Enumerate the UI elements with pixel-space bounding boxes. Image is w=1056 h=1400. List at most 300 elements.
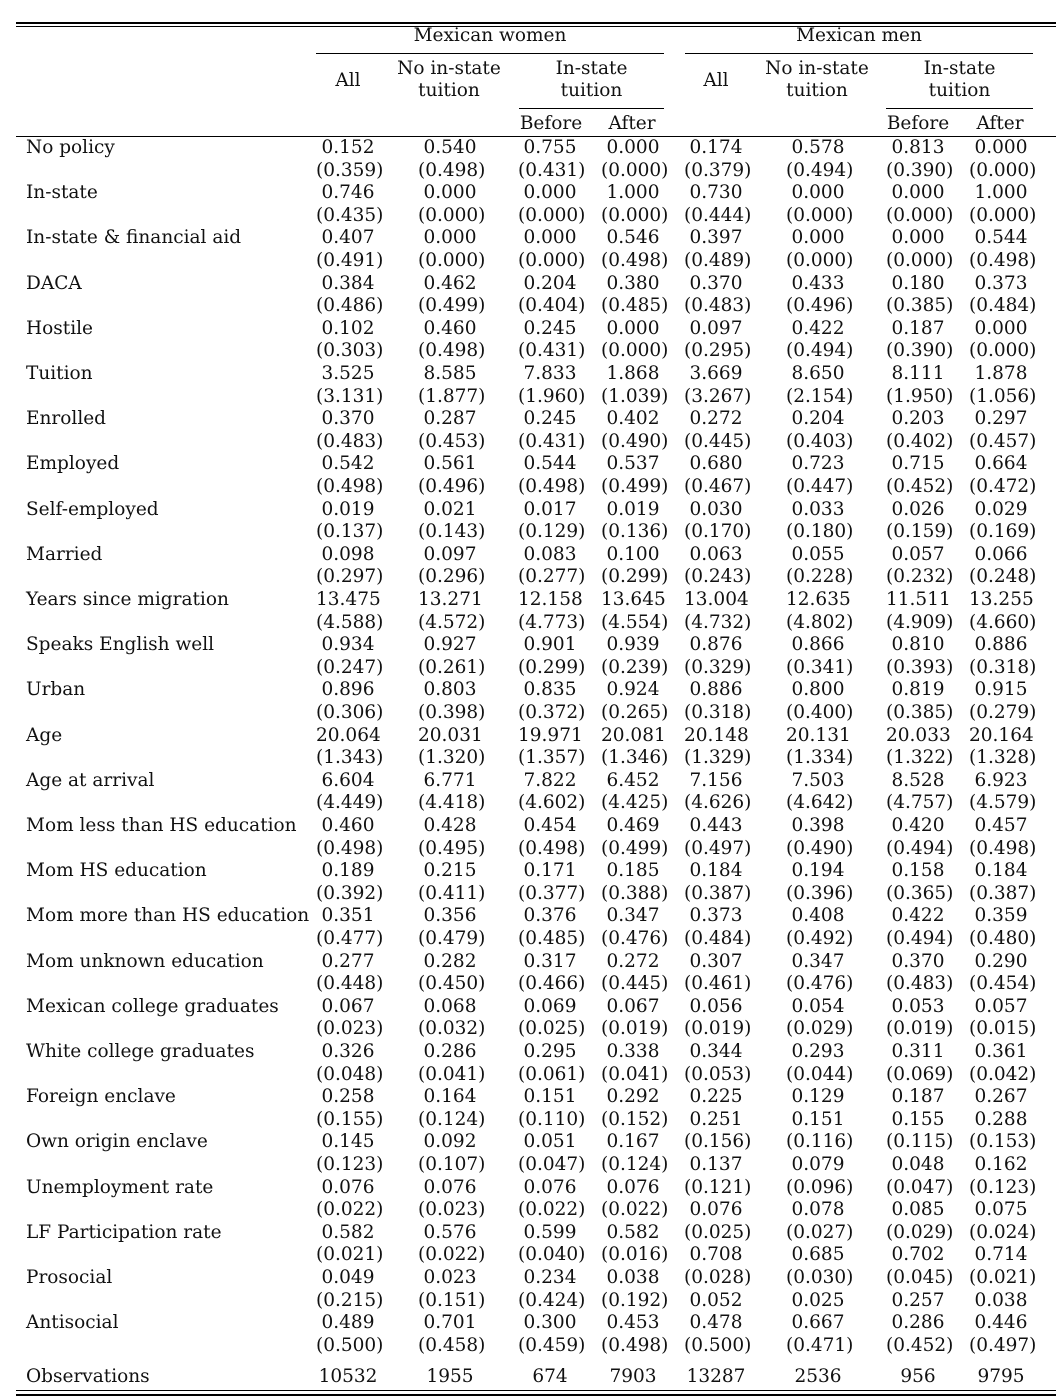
- women-cell: (0.239): [601, 657, 669, 678]
- women-cell: (0.021): [316, 1244, 384, 1265]
- women-cell: (0.151): [418, 1290, 486, 1311]
- women-cell: 0.272: [606, 951, 660, 972]
- women-cell: (4.572): [418, 612, 486, 633]
- men-cell: 0.033: [791, 499, 845, 520]
- men-cell: (2.154): [786, 386, 854, 407]
- women-cell: 0.102: [321, 318, 375, 339]
- women-cell: 0.234: [523, 1267, 577, 1288]
- men-cell: (0.029): [786, 1018, 854, 1039]
- women-cell: 0.462: [423, 273, 477, 294]
- women-cell: (0.192): [601, 1290, 669, 1311]
- men-cell: 8.650: [791, 363, 845, 384]
- women-cell: (0.498): [601, 250, 669, 271]
- men-cell: (1.322): [886, 747, 954, 768]
- men-cell: (0.000): [786, 250, 854, 271]
- women-cell: 0.038: [606, 1267, 660, 1288]
- women-cell: 0.835: [523, 679, 577, 700]
- men-cell: (0.497): [969, 1335, 1037, 1356]
- men-cell: 0.800: [791, 679, 845, 700]
- men-cell: (0.494): [786, 340, 854, 361]
- row-label: Tuition: [26, 363, 93, 384]
- men-cell: (0.042): [969, 1064, 1037, 1085]
- women-cell: (0.040): [518, 1244, 586, 1265]
- men-cell: (0.180): [786, 521, 854, 542]
- women-cell: 0.023: [423, 1267, 477, 1288]
- men-cell: (4.579): [969, 792, 1037, 813]
- men-cell: (0.494): [886, 838, 954, 859]
- women-cell: 19.971: [518, 725, 583, 746]
- men-cell: (0.490): [786, 838, 854, 859]
- men-cell: 0.715: [891, 453, 945, 474]
- men-cell: 0.000: [891, 182, 945, 203]
- women-cell: (0.458): [418, 1335, 486, 1356]
- women-cell: (4.602): [518, 792, 586, 813]
- women-cell: (0.495): [418, 838, 486, 859]
- men-cell: (0.484): [684, 928, 752, 949]
- men-cell: 0.203: [891, 408, 945, 429]
- group-header-men: Mexican men: [796, 25, 922, 46]
- women-instate-rule: [519, 108, 664, 109]
- row-label: LF Participation rate: [26, 1222, 222, 1243]
- obs-men-before: 956: [900, 1366, 936, 1387]
- men-cell: (0.170): [684, 521, 752, 542]
- men-cell: 0.097: [689, 318, 743, 339]
- men-cell: 0.422: [891, 905, 945, 926]
- col-header-men-instate-2: tuition: [928, 80, 991, 101]
- obs-men-all: 13287: [686, 1366, 746, 1387]
- women-cell: 8.585: [423, 363, 477, 384]
- col-header-women-all: All: [335, 70, 361, 91]
- men-cell: 0.422: [791, 318, 845, 339]
- men-cell: 0.359: [974, 905, 1028, 926]
- men-cell: (0.387): [969, 883, 1037, 904]
- women-cell: (0.498): [601, 1335, 669, 1356]
- women-cell: 0.051: [523, 1131, 577, 1152]
- women-cell: (0.022): [316, 1199, 384, 1220]
- men-cell: (0.027): [786, 1222, 854, 1243]
- men-cell: 0.257: [891, 1290, 945, 1311]
- women-cell: 0.326: [321, 1041, 375, 1062]
- women-cell: 0.380: [606, 273, 660, 294]
- women-cell: (0.023): [418, 1199, 486, 1220]
- men-cell: (0.025): [684, 1222, 752, 1243]
- col-header-women-before: Before: [519, 113, 583, 134]
- women-cell: 0.803: [423, 679, 477, 700]
- obs-men-after: 9795: [977, 1366, 1025, 1387]
- women-cell: 0.407: [321, 227, 375, 248]
- men-cell: (0.053): [684, 1064, 752, 1085]
- row-label: White college graduates: [26, 1041, 255, 1062]
- men-cell: 0.056: [689, 996, 743, 1017]
- men-cell: 0.685: [791, 1244, 845, 1265]
- men-cell: 0.886: [974, 634, 1028, 655]
- men-cell: 0.297: [974, 408, 1028, 429]
- women-cell: 0.100: [606, 544, 660, 565]
- women-cell: 0.402: [606, 408, 660, 429]
- col-header-men-instate-1: In-state: [923, 58, 996, 79]
- men-cell: (0.385): [886, 295, 954, 316]
- group-header-women: Mexican women: [413, 25, 567, 46]
- row-label: No policy: [26, 137, 115, 158]
- men-cell: 20.164: [969, 725, 1034, 746]
- men-cell: (0.019): [684, 1018, 752, 1039]
- women-cell: 0.151: [523, 1086, 577, 1107]
- women-cell: (0.404): [518, 295, 586, 316]
- men-cell: (4.732): [684, 612, 752, 633]
- men-cell: 0.361: [974, 1041, 1028, 1062]
- women-cell: (0.124): [418, 1109, 486, 1130]
- women-cell: 1.000: [606, 182, 660, 203]
- men-cell: 0.866: [791, 634, 845, 655]
- men-cell: 0.420: [891, 815, 945, 836]
- observations-label: Observations: [26, 1366, 150, 1387]
- men-cell: (0.341): [786, 657, 854, 678]
- women-cell: 0.282: [423, 951, 477, 972]
- women-cell: (0.500): [316, 1335, 384, 1356]
- men-cell: (1.329): [684, 747, 752, 768]
- men-cell: (0.385): [886, 702, 954, 723]
- row-label: Mom HS education: [26, 860, 207, 881]
- women-cell: (0.483): [316, 431, 384, 452]
- col-header-men-noinstate-2: tuition: [786, 80, 848, 101]
- row-label: Speaks English well: [26, 634, 215, 655]
- men-cell: (4.757): [886, 792, 954, 813]
- men-cell: 0.048: [891, 1154, 945, 1175]
- men-cell: 0.714: [974, 1244, 1028, 1265]
- women-cell: 1.868: [606, 363, 660, 384]
- men-cell: 20.148: [684, 725, 749, 746]
- women-cell: (0.023): [316, 1018, 384, 1039]
- men-cell: (0.318): [969, 657, 1037, 678]
- women-cell: 0.076: [523, 1177, 577, 1198]
- men-cell: 0.187: [891, 1086, 945, 1107]
- women-cell: 12.158: [518, 589, 583, 610]
- men-cell: (0.318): [684, 702, 752, 723]
- women-cell: (0.299): [518, 657, 586, 678]
- women-cell: 0.546: [606, 227, 660, 248]
- women-cell: 0.460: [321, 815, 375, 836]
- women-cell: (0.025): [518, 1018, 586, 1039]
- men-cell: 0.373: [974, 273, 1028, 294]
- women-cell: 0.092: [423, 1131, 477, 1152]
- men-cell: 0.664: [974, 453, 1028, 474]
- men-cell: 0.347: [791, 951, 845, 972]
- row-label: Self-employed: [26, 499, 159, 520]
- men-cell: 0.251: [689, 1109, 743, 1130]
- women-cell: (0.265): [601, 702, 669, 723]
- women-cell: (1.039): [601, 386, 669, 407]
- men-cell: 0.029: [974, 499, 1028, 520]
- women-cell: (0.486): [316, 295, 384, 316]
- women-cell: (0.498): [418, 160, 486, 181]
- women-cell: 0.017: [523, 499, 577, 520]
- row-label: Age at arrival: [26, 770, 155, 791]
- men-cell: 0.478: [689, 1312, 743, 1333]
- men-cell: 0.370: [689, 273, 743, 294]
- men-cell: 0.162: [974, 1154, 1028, 1175]
- col-header-women-noinstate-1: No in-state: [397, 58, 501, 79]
- women-cell: 13.271: [418, 589, 483, 610]
- men-cell: (0.467): [684, 476, 752, 497]
- women-cell: (1.357): [518, 747, 586, 768]
- men-cell: (0.045): [886, 1267, 954, 1288]
- men-cell: (1.056): [969, 386, 1037, 407]
- women-cell: (0.498): [316, 476, 384, 497]
- men-instate-rule: [886, 108, 1033, 109]
- men-cell: 0.057: [974, 996, 1028, 1017]
- women-cell: (0.041): [418, 1064, 486, 1085]
- col-header-men-all: All: [703, 70, 729, 91]
- men-cell: (0.483): [886, 973, 954, 994]
- men-cell: (0.476): [786, 973, 854, 994]
- women-cell: 0.295: [523, 1041, 577, 1062]
- row-label: Urban: [26, 679, 86, 700]
- men-cell: (3.267): [684, 386, 752, 407]
- col-header-men-before: Before: [886, 113, 950, 134]
- women-cell: (0.277): [518, 566, 586, 587]
- men-cell: (0.116): [786, 1131, 854, 1152]
- women-cell: 20.064: [316, 725, 381, 746]
- women-cell: 0.370: [321, 408, 375, 429]
- women-cell: 0.755: [523, 137, 577, 158]
- women-cell: 13.475: [316, 589, 381, 610]
- men-cell: 20.131: [786, 725, 851, 746]
- women-cell: (0.448): [316, 973, 384, 994]
- men-cell: (0.115): [886, 1131, 954, 1152]
- men-cell: (0.000): [969, 340, 1037, 361]
- col-header-women-instate-2: tuition: [560, 80, 623, 101]
- men-cell: 0.078: [791, 1199, 845, 1220]
- women-cell: (0.261): [418, 657, 486, 678]
- women-cell: (0.306): [316, 702, 384, 723]
- men-cell: 0.544: [974, 227, 1028, 248]
- men-cell: 0.030: [689, 499, 743, 520]
- men-cell: 0.000: [974, 137, 1028, 158]
- women-cell: 0.189: [321, 860, 375, 881]
- men-cell: (0.403): [786, 431, 854, 452]
- men-cell: 0.433: [791, 273, 845, 294]
- men-cell: (0.030): [786, 1267, 854, 1288]
- women-cell: 7.833: [523, 363, 577, 384]
- women-cell: 0.097: [423, 544, 477, 565]
- men-cell: (0.484): [969, 295, 1037, 316]
- men-cell: (0.393): [886, 657, 954, 678]
- men-cell: (0.387): [684, 883, 752, 904]
- men-cell: (0.000): [969, 160, 1037, 181]
- men-cell: 20.033: [886, 725, 951, 746]
- row-label: Enrolled: [26, 408, 107, 429]
- men-cell: 1.878: [974, 363, 1028, 384]
- men-cell: (0.472): [969, 476, 1037, 497]
- women-cell: (0.296): [418, 566, 486, 587]
- men-cell: (0.243): [684, 566, 752, 587]
- women-cell: (0.143): [418, 521, 486, 542]
- women-cell: 0.544: [523, 453, 577, 474]
- women-cell: (0.499): [418, 295, 486, 316]
- men-cell: (0.019): [886, 1018, 954, 1039]
- women-cell: (4.588): [316, 612, 384, 633]
- row-label: Employed: [26, 453, 120, 474]
- men-cell: (0.454): [969, 973, 1037, 994]
- women-cell: (0.445): [601, 973, 669, 994]
- women-cell: (0.048): [316, 1064, 384, 1085]
- women-cell: 0.453: [606, 1312, 660, 1333]
- women-cell: 0.351: [321, 905, 375, 926]
- women-cell: 0.000: [606, 318, 660, 339]
- women-cell: (0.485): [518, 928, 586, 949]
- women-cell: (0.491): [316, 250, 384, 271]
- women-cell: 7.822: [523, 770, 577, 791]
- men-cell: 0.204: [791, 408, 845, 429]
- men-cell: 0.000: [791, 227, 845, 248]
- women-cell: (0.424): [518, 1290, 586, 1311]
- row-label: Married: [26, 544, 103, 565]
- women-cell: (1.877): [418, 386, 486, 407]
- obs-women-after: 7903: [609, 1366, 657, 1387]
- men-cell: (0.365): [886, 883, 954, 904]
- men-cell: (0.498): [969, 250, 1037, 271]
- men-cell: (0.447): [786, 476, 854, 497]
- men-cell: (0.159): [886, 521, 954, 542]
- women-cell: 0.145: [321, 1131, 375, 1152]
- women-cell: 0.287: [423, 408, 477, 429]
- men-cell: (0.452): [886, 476, 954, 497]
- row-label: Mexican college graduates: [26, 996, 279, 1017]
- men-cell: (1.950): [886, 386, 954, 407]
- men-cell: (4.660): [969, 612, 1037, 633]
- men-cell: (0.028): [684, 1267, 752, 1288]
- men-cell: 0.370: [891, 951, 945, 972]
- men-cell: (0.169): [969, 521, 1037, 542]
- row-label: In-state & financial aid: [26, 227, 242, 248]
- women-cell: 0.185: [606, 860, 660, 881]
- men-cell: (0.024): [969, 1222, 1037, 1243]
- row-label: In-state: [26, 182, 98, 203]
- women-cell: (0.032): [418, 1018, 486, 1039]
- women-cell: (0.499): [601, 838, 669, 859]
- women-cell: (0.498): [518, 476, 586, 497]
- men-cell: (0.021): [969, 1267, 1037, 1288]
- men-cell: 0.397: [689, 227, 743, 248]
- men-cell: 1.000: [974, 182, 1028, 203]
- women-cell: 0.300: [523, 1312, 577, 1333]
- row-label: Antisocial: [26, 1312, 119, 1333]
- men-cell: (0.047): [886, 1177, 954, 1198]
- women-cell: 0.384: [321, 273, 375, 294]
- men-cell: 0.052: [689, 1290, 743, 1311]
- men-cell: (0.480): [969, 928, 1037, 949]
- women-cell: 0.068: [423, 996, 477, 1017]
- men-cell: 7.503: [791, 770, 845, 791]
- women-cell: (0.107): [418, 1154, 486, 1175]
- women-cell: (0.022): [518, 1199, 586, 1220]
- men-cell: (1.328): [969, 747, 1037, 768]
- women-cell: 0.000: [523, 227, 577, 248]
- men-cell: (0.123): [969, 1177, 1037, 1198]
- women-cell: (0.000): [518, 205, 586, 226]
- men-cell: 0.667: [791, 1312, 845, 1333]
- women-cell: 6.771: [423, 770, 477, 791]
- men-cell: (0.153): [969, 1131, 1037, 1152]
- men-cell: (0.496): [786, 295, 854, 316]
- men-cell: (0.390): [886, 340, 954, 361]
- women-cell: (0.496): [418, 476, 486, 497]
- women-cell: 0.542: [321, 453, 375, 474]
- obs-women-before: 674: [532, 1366, 568, 1387]
- men-cell: 0.702: [891, 1244, 945, 1265]
- women-cell: (1.320): [418, 747, 486, 768]
- men-cell: (0.452): [886, 1335, 954, 1356]
- men-cell: 0.225: [689, 1086, 743, 1107]
- men-cell: (0.232): [886, 566, 954, 587]
- women-cell: 20.031: [418, 725, 483, 746]
- women-cell: (3.131): [316, 386, 384, 407]
- women-cell: (0.498): [316, 838, 384, 859]
- men-cell: 12.635: [786, 589, 851, 610]
- women-cell: (0.459): [518, 1335, 586, 1356]
- women-cell: 0.561: [423, 453, 477, 474]
- men-cell: 0.886: [689, 679, 743, 700]
- women-cell: 0.292: [606, 1086, 660, 1107]
- men-cell: 0.054: [791, 996, 845, 1017]
- men-cell: (0.497): [684, 838, 752, 859]
- women-cell: 0.000: [523, 182, 577, 203]
- men-cell: 0.680: [689, 453, 743, 474]
- women-cell: (0.392): [316, 883, 384, 904]
- men-cell: (0.000): [886, 205, 954, 226]
- women-cell: (0.000): [601, 160, 669, 181]
- men-cell: (4.909): [886, 612, 954, 633]
- women-cell: (0.297): [316, 566, 384, 587]
- women-cell: (0.411): [418, 883, 486, 904]
- men-cell: 0.075: [974, 1199, 1028, 1220]
- col-header-women-noinstate-2: tuition: [418, 80, 480, 101]
- col-header-women-after: After: [608, 113, 656, 134]
- men-cell: 6.923: [974, 770, 1028, 791]
- row-label: Age: [26, 725, 63, 746]
- women-cell: (0.476): [601, 928, 669, 949]
- men-cell: 0.053: [891, 996, 945, 1017]
- row-label: Mom less than HS education: [26, 815, 297, 836]
- men-cell: 8.111: [891, 363, 945, 384]
- men-cell: 0.810: [891, 634, 945, 655]
- men-cell: 13.004: [684, 589, 749, 610]
- women-cell: 0.076: [321, 1177, 375, 1198]
- men-cell: (0.015): [969, 1018, 1037, 1039]
- women-cell: (0.485): [601, 295, 669, 316]
- women-cell: (0.129): [518, 521, 586, 542]
- women-cell: (0.398): [418, 702, 486, 723]
- men-cell: 0.446: [974, 1312, 1028, 1333]
- women-cell: 0.582: [321, 1222, 375, 1243]
- women-cell: (0.019): [601, 1018, 669, 1039]
- men-cell: 0.194: [791, 860, 845, 881]
- men-cell: (0.402): [886, 431, 954, 452]
- women-cell: (0.479): [418, 928, 486, 949]
- women-cell: (0.016): [601, 1244, 669, 1265]
- women-cell: (0.152): [601, 1109, 669, 1130]
- women-cell: 0.376: [523, 905, 577, 926]
- men-cell: 0.158: [891, 860, 945, 881]
- men-cell: 0.000: [891, 227, 945, 248]
- women-cell: (0.299): [601, 566, 669, 587]
- women-cell: (0.041): [601, 1064, 669, 1085]
- women-cell: 0.901: [523, 634, 577, 655]
- men-cell: 0.286: [891, 1312, 945, 1333]
- men-cell: 0.129: [791, 1086, 845, 1107]
- men-cell: (4.642): [786, 792, 854, 813]
- women-cell: 0.171: [523, 860, 577, 881]
